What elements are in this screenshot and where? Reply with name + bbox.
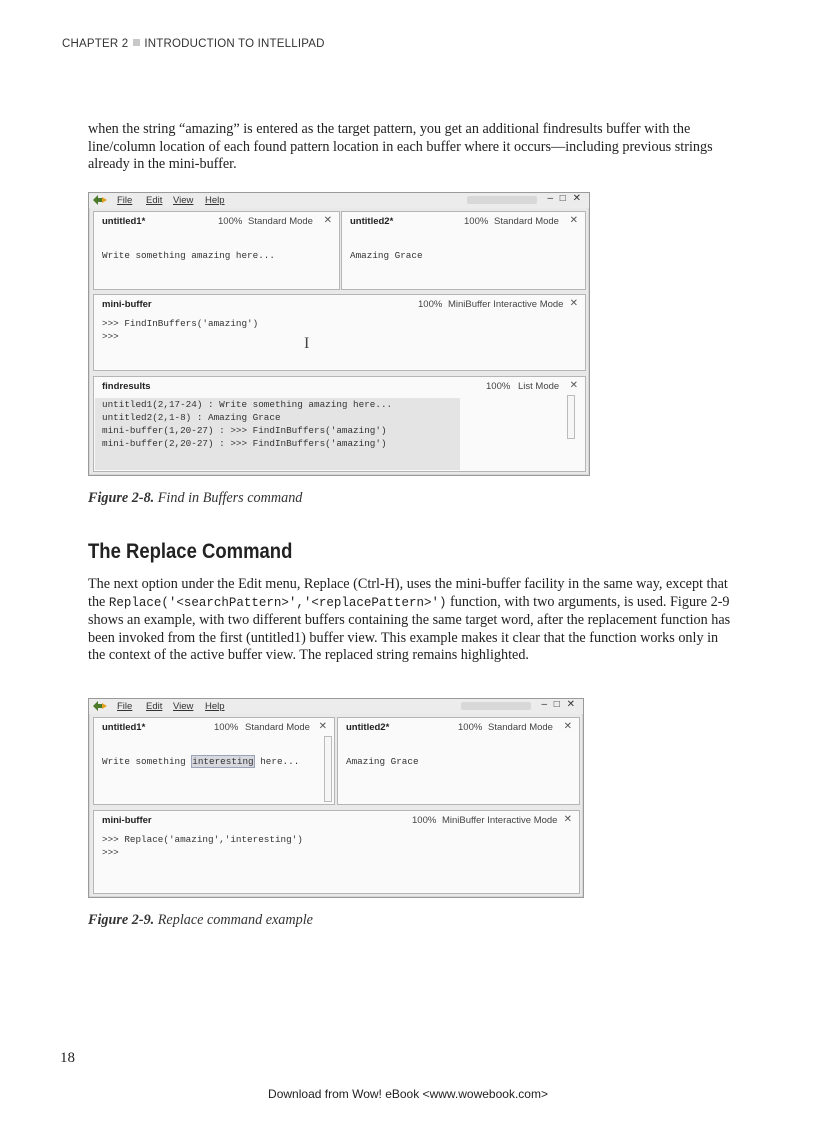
menu-file[interactable]: File — [117, 195, 133, 206]
result-line[interactable]: untitled1(2,17-24) : Write something amazing here... — [102, 399, 393, 410]
running-header — [62, 38, 325, 50]
untitled2-pane[interactable] — [337, 717, 580, 805]
menu-file[interactable]: File — [117, 701, 133, 712]
close-icon[interactable]: ✕ — [563, 814, 572, 825]
pane-title: untitled1* — [102, 216, 146, 227]
pane-title: findresults — [102, 381, 151, 392]
mode-label: MiniBuffer Interactive Mode — [442, 815, 558, 826]
intellipad-logo-icon — [93, 195, 107, 205]
menu-help[interactable]: Help — [205, 195, 225, 206]
menu-edit[interactable]: Edit — [146, 701, 163, 712]
scrollbar[interactable] — [324, 736, 332, 802]
close-icon[interactable]: ✕ — [569, 298, 578, 309]
intellipad-logo-icon — [93, 701, 107, 711]
download-footer: Download from Wow! eBook <www.wowebook.com> — [268, 1087, 548, 1101]
buffer-text[interactable] — [102, 756, 299, 767]
caption-label: Figure 2-8. — [88, 490, 155, 506]
caption-label: Figure 2-9. — [88, 912, 155, 928]
mode-label: Standard Mode — [488, 722, 553, 733]
menu-view[interactable]: View — [173, 701, 194, 712]
result-line[interactable]: untitled2(2,1-8) : Amazing Grace — [102, 412, 281, 423]
minibuffer-line-1[interactable]: >>> Replace('amazing','interesting') — [102, 834, 303, 845]
mode-label: List Mode — [518, 381, 560, 392]
replace-code: Replace('<searchPattern>','<replacePattern>') — [108, 595, 447, 610]
mode-label: Standard Mode — [248, 216, 313, 227]
close-icon[interactable]: ✕ — [563, 721, 572, 732]
text-cursor-icon: I — [304, 335, 310, 352]
minibuffer-pane[interactable] — [93, 294, 586, 371]
zoom-level: 100% — [412, 815, 437, 826]
zoom-level: 100% — [458, 722, 483, 733]
mode-label: Standard Mode — [494, 216, 559, 227]
untitled1-pane[interactable] — [93, 211, 340, 290]
menu-bar — [89, 699, 583, 714]
caption-text: Find in Buffers command — [157, 490, 303, 506]
untitled1-pane[interactable] — [93, 717, 335, 805]
window-controls[interactable]: ‒ □ ✕ — [541, 699, 577, 710]
pane-title: mini-buffer — [102, 815, 152, 826]
result-line[interactable]: mini-buffer(1,20-27) : >>> FindInBuffers('amazing') — [102, 425, 387, 436]
zoom-level: 100% — [464, 216, 489, 227]
figure-2-9-screenshot — [88, 698, 584, 898]
text-after: here... — [254, 756, 300, 767]
figure-2-8-caption — [88, 490, 302, 507]
chapter-title: INTRODUCTION TO INTELLIPAD — [144, 38, 325, 50]
chapter-label: CHAPTER 2 — [62, 38, 129, 50]
paragraph-text-2: function, with two arguments, is used. Figure 2-9 shows an example, with two different buffers containing the same target word, after the replacement function has been invoked from the first (untitled1) buffer view. This example makes it clear that the function works only in the context of the active buffer view. The replaced string remains highlighted. — [88, 593, 731, 663]
section-heading: The Replace Command — [88, 540, 293, 563]
caption-text: Replace command example — [157, 912, 313, 928]
window-controls[interactable]: ‒ □ ✕ — [547, 193, 583, 204]
minibuffer-line-1[interactable]: >>> FindInBuffers('amazing') — [102, 318, 259, 329]
buffer-text[interactable]: Amazing Grace — [346, 756, 419, 767]
page-number: 18 — [60, 1050, 75, 1066]
zoom-level: 100% — [218, 216, 243, 227]
buffer-text[interactable]: Amazing Grace — [350, 250, 423, 261]
figure-2-9-caption — [88, 912, 313, 929]
mode-label: Standard Mode — [245, 722, 310, 733]
blurred-title — [467, 196, 537, 204]
zoom-level: 100% — [486, 381, 511, 392]
buffer-text[interactable]: Write something amazing here... — [102, 250, 275, 261]
minibuffer-pane[interactable] — [93, 810, 580, 894]
findresults-pane[interactable] — [93, 376, 586, 472]
replace-paragraph — [88, 576, 738, 665]
zoom-level: 100% — [214, 722, 239, 733]
intro-paragraph: when the string “amazing” is entered as the target pattern, you get an additional findresults buffer with the line/column location of each found pattern location in each buffer where it occurs—including previous strings already in the mini-buffer. — [88, 121, 713, 172]
minibuffer-line-2[interactable]: >>> — [102, 331, 119, 342]
close-icon[interactable]: ✕ — [569, 215, 578, 226]
pane-title: untitled1* — [102, 722, 146, 733]
highlighted-replacement[interactable]: interesting — [192, 756, 254, 767]
figure-2-8-screenshot — [88, 192, 590, 476]
result-line[interactable]: mini-buffer(2,20-27) : >>> FindInBuffers('amazing') — [102, 438, 387, 449]
zoom-level: 100% — [418, 299, 443, 310]
menu-bar — [89, 193, 589, 208]
paragraph-text-1: The next option under the Edit menu, Replace (Ctrl-H), uses the mini-buffer facility in the same way, except that the — [88, 576, 728, 610]
minibuffer-line-2[interactable]: >>> — [102, 847, 119, 858]
close-icon[interactable]: ✕ — [323, 215, 332, 226]
pane-title: untitled2* — [346, 722, 390, 733]
menu-view[interactable]: View — [173, 195, 194, 206]
close-icon[interactable]: ✕ — [569, 380, 578, 391]
scrollbar[interactable] — [567, 395, 575, 439]
mode-label: MiniBuffer Interactive Mode — [448, 299, 564, 310]
pane-title: untitled2* — [350, 216, 394, 227]
separator-square-icon — [133, 39, 140, 46]
close-icon[interactable]: ✕ — [318, 721, 327, 732]
menu-edit[interactable]: Edit — [146, 195, 163, 206]
blurred-title — [461, 702, 531, 710]
text-before: Write something — [102, 756, 192, 767]
untitled2-pane[interactable] — [341, 211, 586, 290]
menu-help[interactable]: Help — [205, 701, 225, 712]
pane-title: mini-buffer — [102, 299, 152, 310]
